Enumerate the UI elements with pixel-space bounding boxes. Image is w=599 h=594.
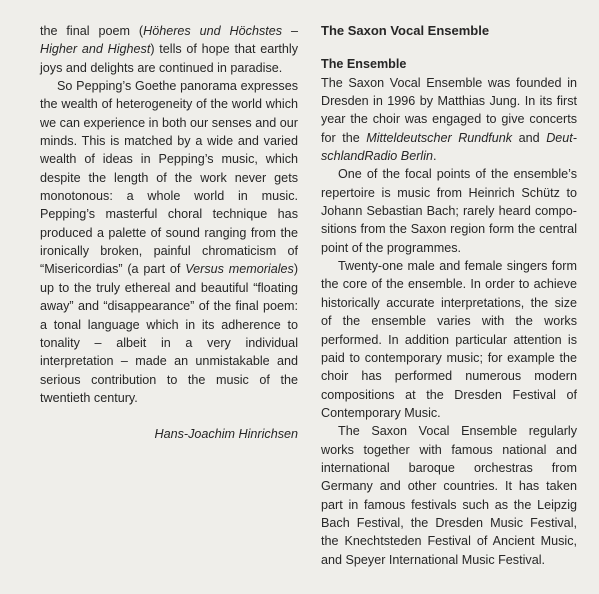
section-title: The Saxon Vocal Ensemble xyxy=(321,23,490,38)
paragraph-final-poem: the final poem (Höheres und Höchstes – Higher and Highest) tells of hope that earthly joys and delights are continued in paradise. xyxy=(40,24,298,75)
author-signature: Hans-Joachim Hinrichsen xyxy=(154,427,298,442)
paragraph-repertoire: One of the focal points of the ensemble’s repertoire is music from Heinrich Schütz to Johann Sebastian Bach; rarely heard compositions from the Saxon region form the central point of the programmes. xyxy=(321,167,577,255)
left-column xyxy=(40,22,298,444)
paragraph-goethe-panorama: So Pepping’s Goethe panorama expresses the wealth of heterogeneity of the world which we can experience in both our senses and our minds. This is matched by a wide and varied wealth of ideas in Pepping’s music, which despite the length of the work never gets monotonous: a whole world in music. Pepping’s masterful choral technique has produced a palette of sound ranging from the ironically broken, painful chromaticism of “Misericordias” (a part of Versus memoriales) up to the truly ethereal and beautiful “floating away” and “disappearance” of the final poem: a tonal language which in its adherence to tonality – albeit in a very individual interpretation – made an unmistakable and serious contribution to the music of the twentieth century. xyxy=(40,79,299,405)
work-title-hoeheres: Höheres und Höchstes – Higher and Highest xyxy=(40,24,298,57)
broadcaster-deutschlandradio: DeutschlandRadio Berlin xyxy=(321,130,577,164)
right-column xyxy=(321,22,577,569)
work-title-versus-memoriales: Versus memoriales xyxy=(185,262,294,277)
broadcaster-mdr: Mitteldeutscher Rundfunk xyxy=(366,130,513,145)
paragraph-founded: The Saxon Vocal Ensemble was founded in Dresden in 1996 by Matthias Jung. In its first year the choir was engaged to give concerts for the Mitteldeutscher Rundfunk and DeutschlandRadio Berlin. xyxy=(321,75,577,164)
subhead-ensemble: The Ensemble xyxy=(321,57,407,72)
paragraph-singers: Twenty-one male and female singers form the core of the ensemble. In order to achieve historically accurate interpretations, the size of the ensemble varies with the works performed. In addition particular attention is paid to contemporary music; for example the choir has performed numerous modern compositions at the Dresden Festival of Contemporary Music. xyxy=(321,259,577,420)
paragraph-collaborations: The Saxon Vocal Ensemble regularly works together with famous national and international baroque orchestras from Germany and other countries. It has taken part in famous festivals such as the Leipzig Bach Festival, the Dresden Music Festival, the Knechtsteden Festival of Ancient Music, and Speyer International Music Festival. xyxy=(321,424,577,567)
